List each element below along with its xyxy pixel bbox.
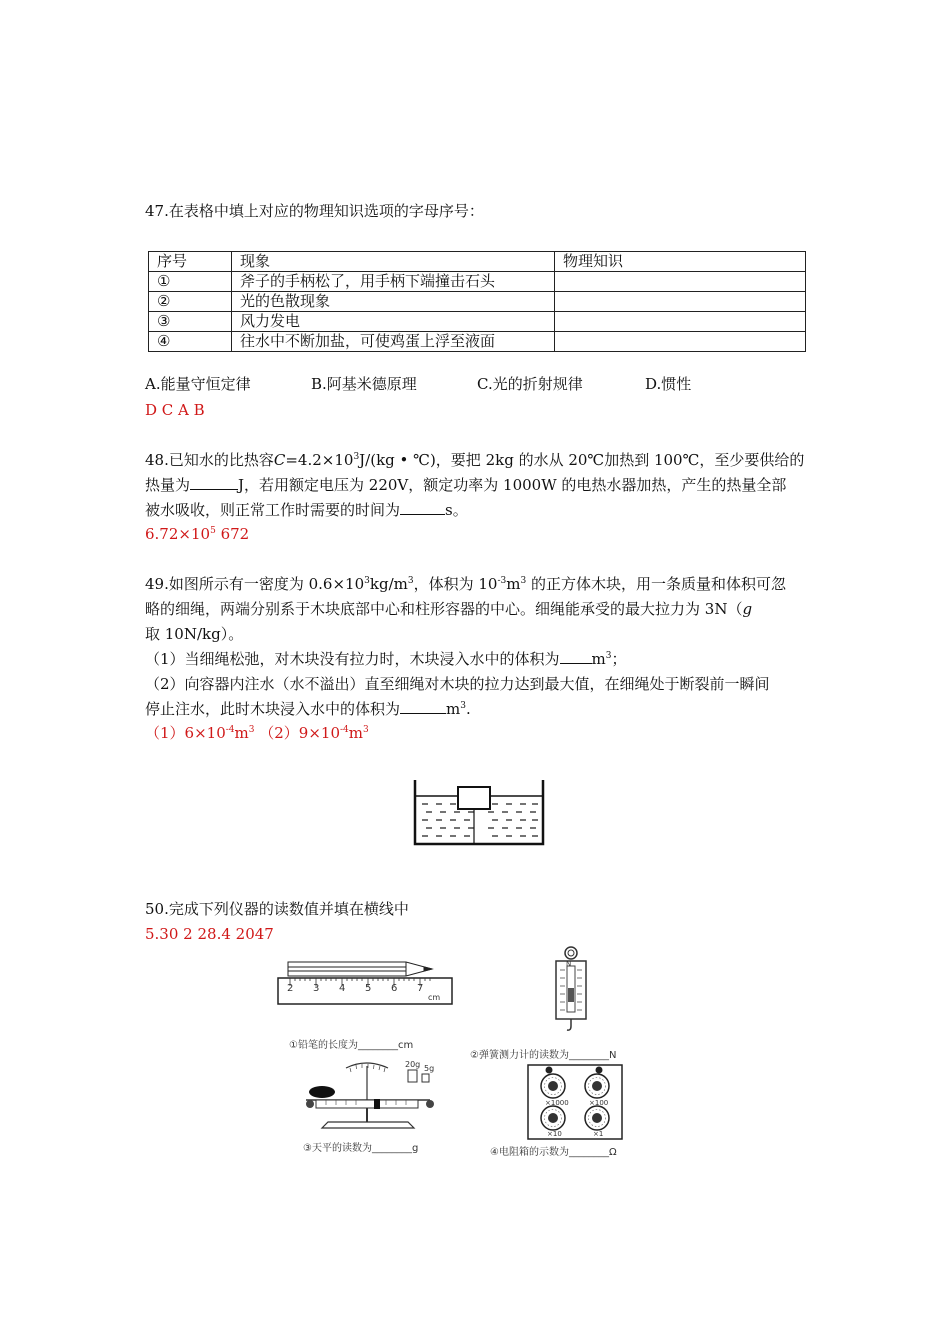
- table-cell: ③: [149, 312, 232, 332]
- table-cell: ④: [149, 332, 232, 352]
- table-row: [149, 312, 806, 332]
- ruler-tick-label: 7: [417, 983, 424, 994]
- q49-line-2: 略的细绳，两端分别系于木块底部中心和柱形容器的中心。细绳能承受的最大拉力为 3N（g: [145, 600, 753, 618]
- table-cell: ①: [149, 272, 232, 292]
- table-row: [149, 292, 806, 312]
- dial-multiplier-label: ×10: [547, 1130, 562, 1138]
- resistance-box-figure: [527, 1064, 623, 1140]
- q49-answer: $(1)6\times 10^{-4}m^3$ $(2)9\times 10^{-4}m^3$: [145, 724, 369, 742]
- right-nut: [426, 1100, 434, 1108]
- table-row: [149, 272, 806, 292]
- scale-pointer: [568, 988, 574, 1002]
- dial-1: [585, 1106, 609, 1130]
- object-on-pan: [309, 1086, 335, 1098]
- q50-title: 50.完成下列仪器的读数值并填在横线中: [145, 900, 409, 918]
- answer-blank[interactable]: [400, 699, 446, 714]
- container-figure: [412, 778, 546, 848]
- table-row: [149, 332, 806, 352]
- answer-blank[interactable]: [400, 500, 445, 515]
- answer-blank[interactable]: [560, 649, 592, 664]
- scale-ring: [565, 947, 577, 959]
- q49-line-4: （1）当细绳松弛，对木块没有拉力时，木块浸入水中的体积为 $m^3$；: [145, 650, 627, 668]
- dial-10: [541, 1106, 565, 1130]
- table-cell: 光的色散现象: [232, 292, 555, 312]
- left-nut: [306, 1100, 314, 1108]
- caption-resistance-box: ④电阻箱的示数为________Ω: [490, 1147, 617, 1158]
- answer-cell[interactable]: [555, 332, 806, 352]
- q47-table: [148, 251, 806, 352]
- answer-cell[interactable]: [555, 312, 806, 332]
- q49-line-1: 49.如图所示有一密度为 $0.6\times 10^3kg/m^3$，体积为 $10^{-3}m^3$ 的正方体木块，用一条质量和体积可忽: [145, 575, 786, 593]
- weight-5g: [422, 1074, 429, 1082]
- option-d: D.惯性: [645, 375, 692, 393]
- q48-line-3: 被水吸收，则正常工作时需要的时间为 s。: [145, 501, 468, 519]
- option-b: B.阿基米德原理: [311, 375, 417, 393]
- pencil: [288, 962, 432, 976]
- ruler-tick-label: 2: [287, 983, 294, 994]
- caption-balance: ③天平的读数为________g: [303, 1143, 419, 1154]
- beam-scale: [316, 1100, 418, 1108]
- dial-100: [585, 1074, 609, 1098]
- q47-answer: D C A B: [145, 401, 205, 419]
- q49-line-6: 停止注水，此时木块浸入水中的体积为 $m^3$.: [145, 700, 471, 718]
- rider: [374, 1099, 380, 1109]
- terminal-left: [546, 1067, 553, 1074]
- table-cell: 往水中不断加盐，可使鸡蛋上浮至液面: [232, 332, 555, 352]
- q47-title: 47.在表格中填上对应的物理知识选项的字母序号：: [145, 202, 484, 220]
- header-cell: 序号: [149, 252, 232, 272]
- header-cell: 物理知识: [555, 252, 806, 272]
- answer-cell[interactable]: [555, 292, 806, 312]
- caption-spring-scale: ②弹簧测力计的读数为________N: [470, 1050, 617, 1061]
- q48-line-2: 热量为 J，若用额定电压为 220V，额定功率为 1000W 的电热水器加热，产生的热量全部: [145, 476, 787, 494]
- ruler-tick-label: 6: [391, 983, 398, 994]
- spring-scale-figure: [548, 944, 594, 1034]
- weight-20g: [408, 1070, 417, 1082]
- q50-answer: 5.30 2 28.4 2047: [145, 925, 274, 943]
- q49-line-3: 取 10N/kg）。: [145, 625, 244, 643]
- scale-hook: [567, 1019, 571, 1030]
- answer-cell[interactable]: [555, 272, 806, 292]
- caption-ruler: ①铅笔的长度为________cm: [289, 1040, 414, 1051]
- ruler-unit-label: cm: [428, 993, 441, 1002]
- spring-unit-label: N: [566, 960, 572, 968]
- terminal-right: [596, 1067, 603, 1074]
- option-a: A.能量守恒定律: [145, 375, 251, 393]
- q48-answer: $6.72\times 10^5$ 672: [145, 525, 250, 543]
- q49-line-5: （2）向容器内注水（水不溢出）直至细绳对木块的拉力达到最大值，在细绳处于断裂前一瞬间: [145, 675, 770, 693]
- q48-line-1: 48.已知水的比热容$C=4.2\times 10^3J/(kg$ • ℃)，要把 2kg 的水从 20℃加热到 100℃，至少要供给的: [145, 451, 805, 469]
- answer-blank[interactable]: [190, 475, 238, 490]
- table-cell: ②: [149, 292, 232, 312]
- weight-label: 20g: [405, 1060, 421, 1069]
- weight-label: 5g: [424, 1064, 435, 1073]
- dial-1000: [541, 1074, 565, 1098]
- dial-multiplier-label: ×1000: [545, 1099, 569, 1107]
- dial-multiplier-label: ×100: [589, 1099, 609, 1107]
- table-cell: 风力发电: [232, 312, 555, 332]
- ruler-tick-label: 5: [365, 983, 372, 994]
- option-c: C.光的折射规律: [477, 375, 583, 393]
- table-header-row: [149, 252, 806, 272]
- wooden-block: [458, 787, 490, 809]
- ruler-tick-label: 3: [313, 983, 320, 994]
- header-cell: 现象: [232, 252, 555, 272]
- dial-multiplier-label: ×1: [593, 1130, 604, 1138]
- table-cell: 斧子的手柄松了，用手柄下端撞击石头: [232, 272, 555, 292]
- ruler-tick-label: 4: [339, 983, 346, 994]
- balance-base: [322, 1122, 414, 1128]
